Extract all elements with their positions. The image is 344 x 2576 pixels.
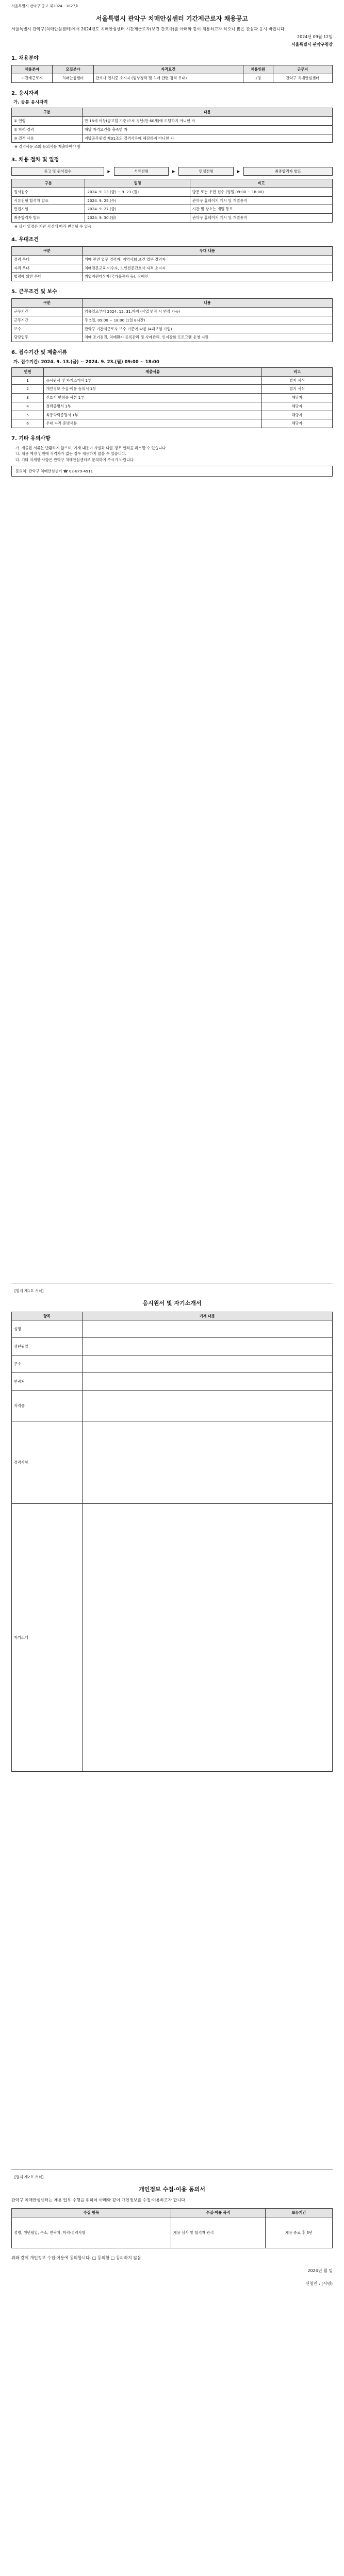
table-cell: ② 학력·경력 — [12, 125, 83, 134]
table-cell: 담당업무 — [12, 333, 83, 342]
notice-date: 2024년 09월 12일 — [297, 34, 333, 39]
table-cell: 서류전형 합격자 발표 — [12, 196, 85, 205]
form-body: 관악구 치매안심센터는 채용 업무 수행을 위하여 아래와 같이 개인정보를 수집·이용하고자 합니다. — [11, 2197, 187, 2202]
list-item: 가. 제출된 서류는 반환하지 않으며, 기재 내용이 사실과 다를 경우 합격을 취소할 수 있습니다. — [15, 445, 167, 450]
notice-intro: 서울특별시 관악구(치매안심센터)에서 2024년도 치매안심센터 시간제근로자(보건 간호사)를 아래와 같이 채용하고자 하오니 많은 관심과 응시 바랍니다. — [11, 27, 286, 32]
table-cell: 6 — [12, 419, 44, 428]
form-title: 응시원서 및 자기소개서 — [142, 1299, 202, 1307]
table-cell: 지방공무원법 제31조의 결격사유에 해당하지 아니한 자 — [82, 134, 332, 143]
table-cell: 치매 관련 업무 경력자, 지역사회 보건 업무 경력자 — [82, 255, 332, 264]
table-cell: 자격 우대 — [12, 264, 83, 273]
table-header: 구분 — [12, 247, 83, 256]
table-cell: 1명 — [243, 74, 273, 82]
table-header: 비고 — [262, 368, 333, 377]
notice-title: 서울특별시 관악구 치매안심센터 기간제근로자 채용공고 — [96, 15, 248, 22]
table-cell: 경력 우대 — [12, 255, 83, 264]
table-cell: 우대 자격 증빙서류 — [44, 419, 262, 428]
section-heading: 3. 채용 절차 및 일정 — [11, 157, 59, 163]
form-field-value[interactable] — [82, 1373, 332, 1391]
arrow-right-icon: ▶ — [172, 168, 175, 174]
table-header: 구분 — [12, 299, 83, 308]
form-field-label: 경력사항 — [12, 1421, 83, 1504]
table-header: 근무지 — [273, 65, 332, 74]
table-cell: 관악구 홈페이지 게시 및 개별통지 — [190, 196, 332, 205]
table-cell: 관악구 기간제근로자 보수 기준에 따름 (4대보험 가입) — [82, 325, 332, 333]
table-cell: 해당자 — [262, 419, 333, 428]
form-field-label: 연락처 — [12, 1373, 83, 1391]
section-heading: 2. 응시자격 — [11, 90, 39, 96]
table-cell: 5 — [12, 411, 44, 419]
form-field-label: 자기소개 — [12, 1504, 83, 1772]
work-conditions-table — [11, 298, 333, 342]
table-cell: 주 5일, 09:00 ~ 18:00 (1일 8시간) — [82, 316, 332, 325]
list-item: 다. 기타 자세한 사항은 관악구 치매안심센터로 문의하여 주시기 바랍니다. — [15, 457, 135, 463]
table-cell: 2024. 9. 27.(금) — [85, 205, 190, 214]
form-title: 개인정보 수집·이용 동의서 — [139, 2185, 205, 2193]
signature-date: 2024년 월 일 — [307, 2268, 333, 2273]
consent-table — [11, 2208, 333, 2248]
table-cell: 경력증명서 1부 — [44, 402, 262, 411]
signature-line: 신청인 : (서명) — [305, 2281, 333, 2286]
recruit-table — [11, 65, 333, 82]
table-header: 수집 항목 — [12, 2209, 171, 2217]
process-step: 서류전형 — [114, 167, 169, 176]
table-cell: 3 — [12, 394, 44, 402]
table-cell: 임용일로부터 2024. 12. 31.까지 (사업 연장 시 연장 가능) — [82, 308, 332, 316]
form-field-value[interactable] — [82, 1504, 332, 1772]
form-field-value[interactable] — [82, 1320, 332, 1338]
notice-number: 서울특별시 관악구 공고 제2024 - 1827호 — [11, 4, 79, 8]
note: ※ 결격사유 조회 동의서를 제출하여야 함 — [14, 144, 81, 149]
table-cell: 시간 및 장소는 개별 통보 — [190, 205, 332, 214]
process-step: 공고 및 원서접수 — [12, 167, 104, 176]
notice-issuer: 서울특별시 관악구청장 — [291, 42, 333, 47]
qualification-table — [11, 108, 333, 143]
form-field-label: 생년월일 — [12, 1338, 83, 1355]
table-cell: 관악구 치매안심센터 — [273, 74, 332, 82]
table-cell: 해당 자격요건을 충족한 자 — [82, 125, 332, 134]
table-cell: 방문 또는 우편 접수 (평일 09:00 ~ 18:00) — [190, 188, 332, 197]
table-header: 기재 내용 — [82, 1312, 332, 1320]
table-cell: 2024. 9. 30.(월) — [85, 214, 190, 223]
consent-form-sheet — [0, 2164, 344, 2286]
form-field-value[interactable] — [82, 1338, 332, 1355]
notes-list — [11, 446, 333, 463]
table-cell: 법령에 의한 우대 — [12, 273, 83, 281]
table-header: 구분 — [12, 108, 83, 117]
table-header: 채용인원 — [243, 65, 273, 74]
table-cell: 해당자 — [262, 394, 333, 402]
table-cell: 간호사 면허증 사본 1부 — [44, 394, 262, 402]
table-cell: 치매 조기검진, 치매환자 등록관리 및 사례관리, 인지강화 프로그램 운영 지원 — [82, 333, 332, 342]
table-cell: 치매전문교육 이수자, 노인전문간호사 자격 소지자 — [82, 264, 332, 273]
table-header: 우대 내용 — [82, 247, 332, 256]
table-cell: 1 — [12, 376, 44, 385]
table-cell: 만 18세 이상(공고일 기준)으로 정년(만 60세)에 도달하지 아니한 자 — [82, 117, 332, 126]
process-step: 면접전형 — [179, 167, 234, 176]
table-cell: 2 — [12, 385, 44, 394]
table-cell: 간호사 면허증 소지자 (임상경력 및 치매 관련 경력 우대) — [93, 74, 243, 82]
table-cell: 응시원서 및 자기소개서 1부 — [44, 376, 262, 385]
table-cell: 별지 서식 — [262, 376, 333, 385]
table-header: 자격요건 — [93, 65, 243, 74]
subsection-heading: 가. 공통 응시자격 — [13, 100, 48, 106]
form-field-value[interactable] — [82, 1421, 332, 1504]
form-label: [별지 제2호 서식] — [14, 2175, 44, 2179]
table-cell: 원서접수 — [12, 188, 85, 197]
form-field-label: 자격증 — [12, 1391, 83, 1421]
table-cell: 관악구 홈페이지 게시 및 개별통지 — [190, 214, 332, 223]
application-form-table — [11, 1312, 333, 1772]
table-cell: 채용 종료 후 3년 — [266, 2217, 333, 2248]
table-cell: 면접시험 — [12, 205, 85, 214]
table-header: 구분 — [12, 179, 85, 188]
contact-info: 문의처: 관악구 치매안심센터 ☎ 02-879-4911 — [11, 466, 333, 477]
note: ※ 상기 일정은 기관 사정에 따라 변경될 수 있음 — [14, 224, 92, 229]
table-cell: 치매안심센터 — [53, 74, 93, 82]
arrow-right-icon: ▶ — [237, 168, 240, 174]
consent-checkbox-line[interactable]: 위와 같이 개인정보 수집·이용에 동의합니다. □ 동의함 □ 동의하지 않음 — [11, 2256, 141, 2261]
table-cell: 근무시간 — [12, 316, 83, 325]
table-cell: 해당자 — [262, 411, 333, 419]
table-cell: 4 — [12, 402, 44, 411]
table-cell: 2024. 9. 13.(금) ~ 9. 23.(월) — [85, 188, 190, 197]
section-heading: 1. 채용분야 — [11, 55, 39, 61]
table-header: 보유기간 — [266, 2209, 333, 2217]
form-field-label: 주소 — [12, 1355, 83, 1373]
table-header: 일정 — [85, 179, 190, 188]
process-steps — [11, 167, 333, 176]
form-label: [별지 제1호 서식] — [14, 1289, 44, 1293]
table-header: 모집분야 — [53, 65, 93, 74]
table-cell: 개인정보 수집·이용 동의서 1부 — [44, 385, 262, 394]
section-heading: 6. 접수기간 및 제출서류 — [11, 350, 68, 356]
process-step: 최종합격자 발표 — [243, 167, 332, 176]
table-header: 수집·이용 목적 — [171, 2209, 265, 2217]
application-form-sheet — [0, 1278, 344, 1772]
section-heading: 4. 우대조건 — [11, 236, 39, 243]
table-cell: 채용 심사 및 합격자 관리 — [171, 2217, 265, 2248]
table-cell: ③ 결격 사유 — [12, 134, 83, 143]
subsection-heading: 가. 접수기간: 2024. 9. 13.(금) ~ 2024. 9. 23.(월) 09:00 ~ 18:00 — [13, 359, 159, 365]
page-divider — [11, 2169, 333, 2170]
table-cell: 최종합격자 발표 — [12, 214, 85, 223]
table-cell: ① 연령 — [12, 117, 83, 126]
table-cell: 최종학력증명서 1부 — [44, 411, 262, 419]
table-cell: 보수 — [12, 325, 83, 333]
form-field-label: 성명 — [12, 1320, 83, 1338]
table-header: 비고 — [190, 179, 332, 188]
table-header: 제출서류 — [44, 368, 262, 377]
form-field-value[interactable] — [82, 1391, 332, 1421]
table-header: 내용 — [82, 299, 332, 308]
section-heading: 5. 근무조건 및 보수 — [11, 289, 57, 295]
table-cell: 성명, 생년월일, 주소, 연락처, 학력·경력사항 — [12, 2217, 171, 2248]
schedule-table — [11, 179, 333, 223]
table-cell: 별지 서식 — [262, 385, 333, 394]
section-heading: 7. 기타 유의사항 — [11, 436, 51, 442]
form-field-value[interactable] — [82, 1355, 332, 1373]
preference-table — [11, 246, 333, 281]
table-cell: 기간제근로자 — [12, 74, 53, 82]
table-cell: 근무기간 — [12, 308, 83, 316]
table-header: 항목 — [12, 1312, 83, 1320]
table-cell: 취업지원대상자(국가유공자 등), 장애인 — [82, 273, 332, 281]
table-header: 연번 — [12, 368, 44, 377]
table-header: 채용분야 — [12, 65, 53, 74]
table-cell: 해당자 — [262, 402, 333, 411]
table-header: 내용 — [82, 108, 332, 117]
list-item: 나. 채용 예정 인원에 적격자가 없는 경우 채용하지 않을 수 있습니다. — [15, 451, 126, 456]
notice-sheet — [0, 0, 344, 477]
documents-table — [11, 367, 333, 428]
arrow-right-icon: ▶ — [107, 168, 110, 174]
table-cell: 2024. 9. 25.(수) — [85, 196, 190, 205]
